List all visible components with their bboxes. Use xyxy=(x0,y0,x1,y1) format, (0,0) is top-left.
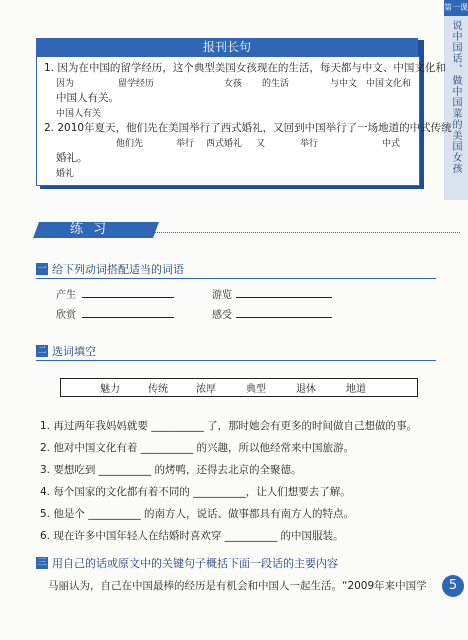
section-2-rule xyxy=(36,360,436,361)
gloss-2-1: 他们先 xyxy=(116,139,144,149)
gloss-2-3: 西式婚礼 xyxy=(206,139,243,149)
word-4: 典型 xyxy=(246,384,266,395)
sentence-1-line-2: 中国人有关。 xyxy=(56,92,119,104)
gloss-2-line-2: 婚礼 xyxy=(56,169,75,179)
blank-3[interactable] xyxy=(82,317,174,318)
question-5: 5. 他是个 __________ 的南方人，说话、做事都具有南方人的特点。 xyxy=(40,508,355,520)
question-3: 3. 要想吃到 __________ 的烤鸭，还得去北京的全聚德。 xyxy=(40,464,302,476)
blank-4[interactable] xyxy=(236,317,332,318)
gloss-2-5: 举行 xyxy=(300,139,319,149)
lesson-number: 第一课 xyxy=(444,0,468,16)
question-1: 1. 再过两年我妈妈就要 __________ 了，那时她会有更多的时间做自己想做的事。 xyxy=(40,420,418,432)
verb-1: 产生 xyxy=(56,290,76,301)
section-1-number: 一 xyxy=(37,264,47,274)
gloss-1-2: 留学经历 xyxy=(118,79,155,89)
practice-title: 练 习 xyxy=(70,222,110,237)
gloss-1-line-2: 中国人有关 xyxy=(56,109,102,119)
question-6: 6. 现在许多中国年轻人在结婚时喜欢穿 __________ 的中国服装。 xyxy=(40,530,344,542)
practice-divider xyxy=(150,232,460,233)
word-6: 地道 xyxy=(346,384,366,395)
gloss-1-3: 女孩 xyxy=(224,79,243,89)
word-3: 浓厚 xyxy=(196,384,216,395)
section-1-title: 给下列动词搭配适当的词语 xyxy=(52,263,184,276)
lesson-side-tab xyxy=(444,0,468,200)
question-4: 4. 每个国家的文化都有着不同的 __________，让人们想要去了解。 xyxy=(40,486,351,498)
gloss-1-5: 与中文 xyxy=(330,79,358,89)
page-number: 5 xyxy=(442,575,464,597)
gloss-2-4: 又 xyxy=(256,139,266,149)
gloss-2-2: 举行 xyxy=(176,139,195,149)
section-1-rule xyxy=(36,278,436,279)
section-2-title: 选词填空 xyxy=(52,345,96,358)
section-1-header xyxy=(36,262,184,276)
gloss-1-1: 因为 xyxy=(56,79,75,89)
gloss-1-6: 中国文化和 xyxy=(366,79,412,89)
section-3-header xyxy=(36,556,338,570)
word-1: 魅力 xyxy=(100,384,120,395)
question-2: 2. 他对中国文化有着 __________ 的兴趣，所以他经常来中国旅游。 xyxy=(40,442,355,454)
verb-4: 感受 xyxy=(212,310,232,321)
lesson-title: 说中国话、做中国菜的美国女孩 xyxy=(450,20,461,174)
sentence-2-line-2: 婚礼。 xyxy=(56,152,88,164)
excerpt-title-bar xyxy=(36,38,418,56)
summary-paragraph: 马丽认为，自己在中国最棒的经历是有机会和中国人一起生活。“2009年来中国学 xyxy=(48,580,427,592)
section-3-number: 三 xyxy=(37,558,47,568)
word-2: 传统 xyxy=(148,384,168,395)
sentence-1-line-1: 1. 因为在中国的留学经历，这个典型美国女孩现在的生活，每天都与中文、中国文化和 xyxy=(44,62,446,74)
gloss-2-6: 中式 xyxy=(382,139,401,149)
section-2-number: 二 xyxy=(37,346,47,356)
section-3-title: 用自己的话或原文中的关键句子概括下面一段话的主要内容 xyxy=(52,557,338,570)
gloss-1-4: 的生活 xyxy=(262,79,290,89)
section-2-header xyxy=(36,344,96,358)
excerpt-title: 报刊长句 xyxy=(202,40,251,54)
sentence-2-line-1: 2. 2010年夏天，他们先在美国举行了西式婚礼，又回到中国举行了一场地道的中式传统 xyxy=(44,122,452,134)
blank-2[interactable] xyxy=(236,297,332,298)
blank-1[interactable] xyxy=(82,297,174,298)
verb-2: 游览 xyxy=(212,290,232,301)
word-5: 退休 xyxy=(296,384,316,395)
verb-3: 欣赏 xyxy=(56,310,76,321)
